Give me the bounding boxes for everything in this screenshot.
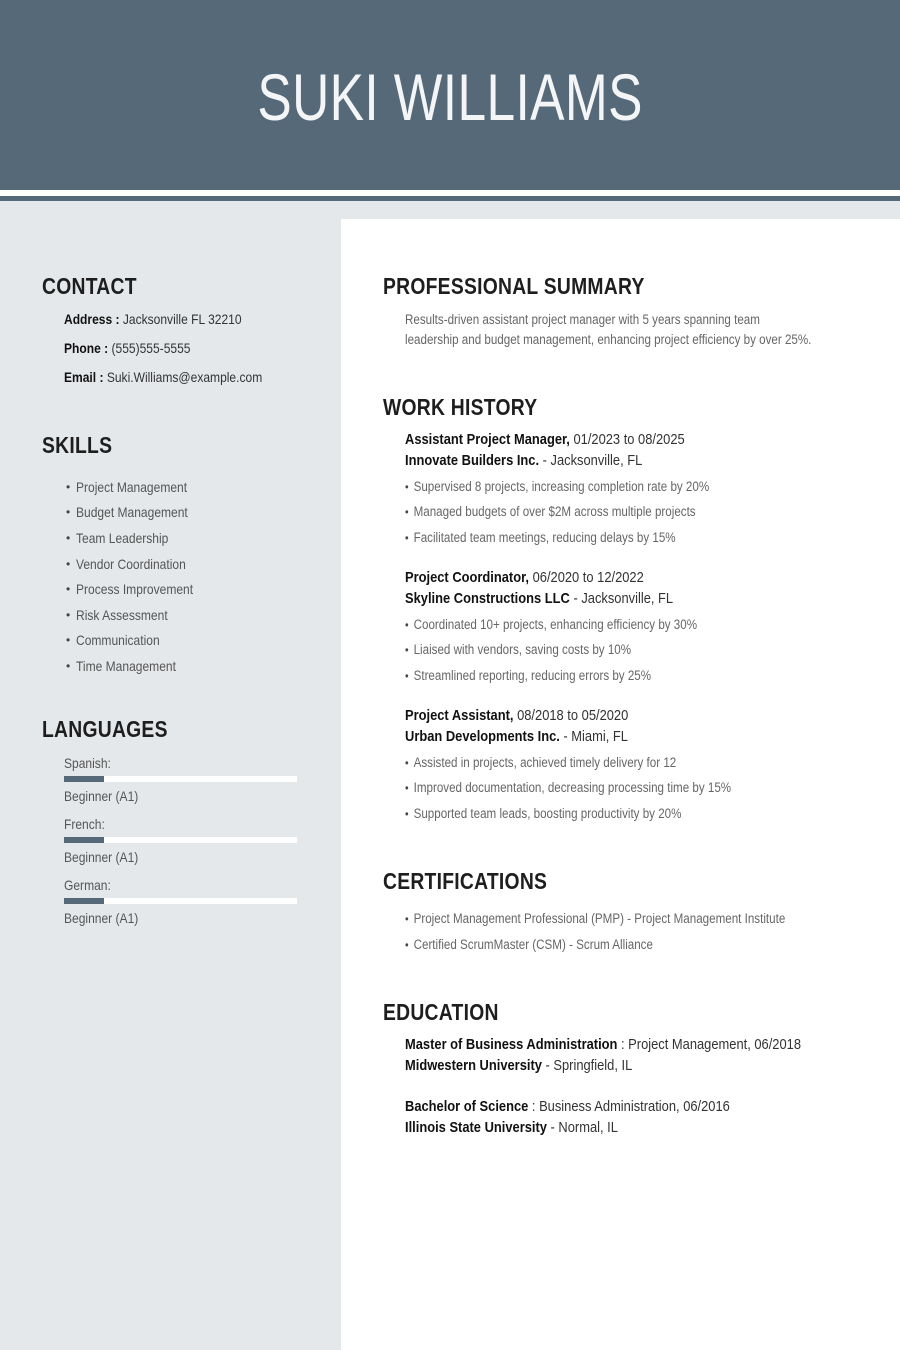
job-company-line [405,728,628,745]
skill-item: • Risk Assessment [66,606,168,623]
job-title-line [405,431,685,448]
bullet-icon: • [405,938,409,952]
job-bullet: • Assisted in projects, achieved timely delivery for 12 [405,755,677,770]
education-degree-line [405,1098,730,1115]
skills-heading: SKILLS [42,432,113,458]
job-company-line [405,590,673,607]
proficiency-fill [64,837,104,843]
job-title-line [405,707,628,724]
phone-label: Phone : [64,340,109,356]
degree-field: : Project Management, 06/2018 [621,1036,802,1053]
proficiency-bar [64,898,297,904]
proficiency-bar [64,776,297,782]
education-school-line [405,1057,632,1074]
bullet-icon: • [405,618,409,632]
bullet-icon: • [405,505,409,519]
job-title: Assistant Project Manager, [405,431,570,448]
bullet-icon: • [66,633,71,648]
skill-item: • Time Management [66,657,176,674]
bullet-icon: • [405,912,409,926]
education-degree-line [405,1036,801,1053]
job-bullet: • Supervised 8 projects, increasing completion rate by 20% [405,479,710,494]
job-title: Project Assistant, [405,707,514,724]
job-company: Skyline Constructions LLC [405,590,570,607]
job-location: - Jacksonville, FL [573,590,674,607]
language-spanish [64,755,297,804]
bullet-icon: • [405,807,409,821]
proficiency-bar [64,837,297,843]
summary-line-2: leadership and budget management, enhancing project efficiency by over 25%. [405,332,812,347]
job-location: - Jacksonville, FL [542,452,643,469]
bullet-icon: • [66,479,71,494]
school-location: - Springfield, IL [545,1057,633,1074]
bullet-icon: • [66,582,71,597]
bullet-icon: • [66,658,71,673]
job-bullet: • Liaised with vendors, saving costs by 10% [405,642,632,657]
bullet-icon: • [405,669,409,683]
language-german [64,877,297,926]
email-value[interactable]: Suki.Williams@example.com [106,369,263,385]
certification-item: • Certified ScrumMaster (CSM) - Scrum Alliance [405,937,653,952]
job-location: - Miami, FL [563,728,628,745]
proficiency-fill [64,898,104,904]
degree-field: : Business Administration, 06/2016 [531,1098,730,1115]
language-french [64,816,297,865]
language-level: Beginner (A1) [64,788,139,804]
summary-line-1: Results-driven assistant project manager with 5 years spanning team [405,312,760,327]
proficiency-fill [64,776,104,782]
job-bullet: • Streamlined reporting, reducing errors by 25% [405,668,652,683]
job-bullet: • Facilitated team meetings, reducing delays by 15% [405,530,676,545]
education-heading: EDUCATION [383,999,499,1025]
bullet-icon: • [66,530,71,545]
contact-heading: CONTACT [42,273,137,299]
school-location: - Normal, IL [550,1119,618,1136]
job-dates: 01/2023 to 08/2025 [573,431,685,448]
job-bullet: • Supported team leads, boosting productivity by 20% [405,806,682,821]
job-title: Project Coordinator, [405,569,530,586]
contact-email [64,369,262,385]
bullet-icon: • [66,607,71,622]
language-level: Beginner (A1) [64,910,139,926]
school: Illinois State University [405,1119,547,1136]
candidate-name: SUKI WILLIAMS [257,60,643,134]
certifications-heading: CERTIFICATIONS [383,868,548,894]
skills-list [66,474,212,679]
skill-item: • Process Improvement [66,581,194,598]
language-name: Spanish: [64,755,111,771]
address-value: Jacksonville FL 32210 [122,311,242,327]
bullet-icon: • [66,505,71,520]
certification-item: • Project Management Professional (PMP) - Project Management Institute [405,911,786,926]
degree: Bachelor of Science [405,1098,529,1115]
contact-address [64,311,242,327]
summary-heading: PROFESSIONAL SUMMARY [383,273,645,299]
job-company-line [405,452,642,469]
job-title-line [405,569,644,586]
job-dates: 08/2018 to 05/2020 [517,707,629,724]
job-company: Urban Developments Inc. [405,728,560,745]
bullet-icon: • [405,781,409,795]
job-dates: 06/2020 to 12/2022 [532,569,644,586]
address-label: Address : [64,311,120,327]
job-bullet: • Coordinated 10+ projects, enhancing efficiency by 30% [405,617,698,632]
bullet-icon: • [405,531,409,545]
phone-value: (555)555-5555 [111,340,191,356]
degree: Master of Business Administration [405,1036,618,1053]
skill-item: • Vendor Coordination [66,555,186,572]
bullet-icon: • [405,480,409,494]
bullet-icon: • [405,643,409,657]
job-company: Innovate Builders Inc. [405,452,540,469]
bullet-icon: • [66,556,71,571]
job-bullet: • Managed budgets of over $2M across multiple projects [405,504,696,519]
job-bullet: • Improved documentation, decreasing processing time by 15% [405,780,732,795]
skill-item: • Communication [66,632,160,649]
skill-item: • Project Management [66,478,188,495]
languages-heading: LANGUAGES [42,716,168,742]
work-history-heading: WORK HISTORY [383,394,538,420]
education-school-line [405,1119,618,1136]
language-level: Beginner (A1) [64,849,139,865]
email-label: Email : [64,369,104,385]
skill-item: • Team Leadership [66,529,169,546]
resume-header [0,0,900,190]
language-name: French: [64,816,105,832]
skill-item: • Budget Management [66,504,188,521]
contact-phone [64,340,191,356]
bullet-icon: • [405,756,409,770]
language-name: German: [64,877,111,893]
school: Midwestern University [405,1057,542,1074]
